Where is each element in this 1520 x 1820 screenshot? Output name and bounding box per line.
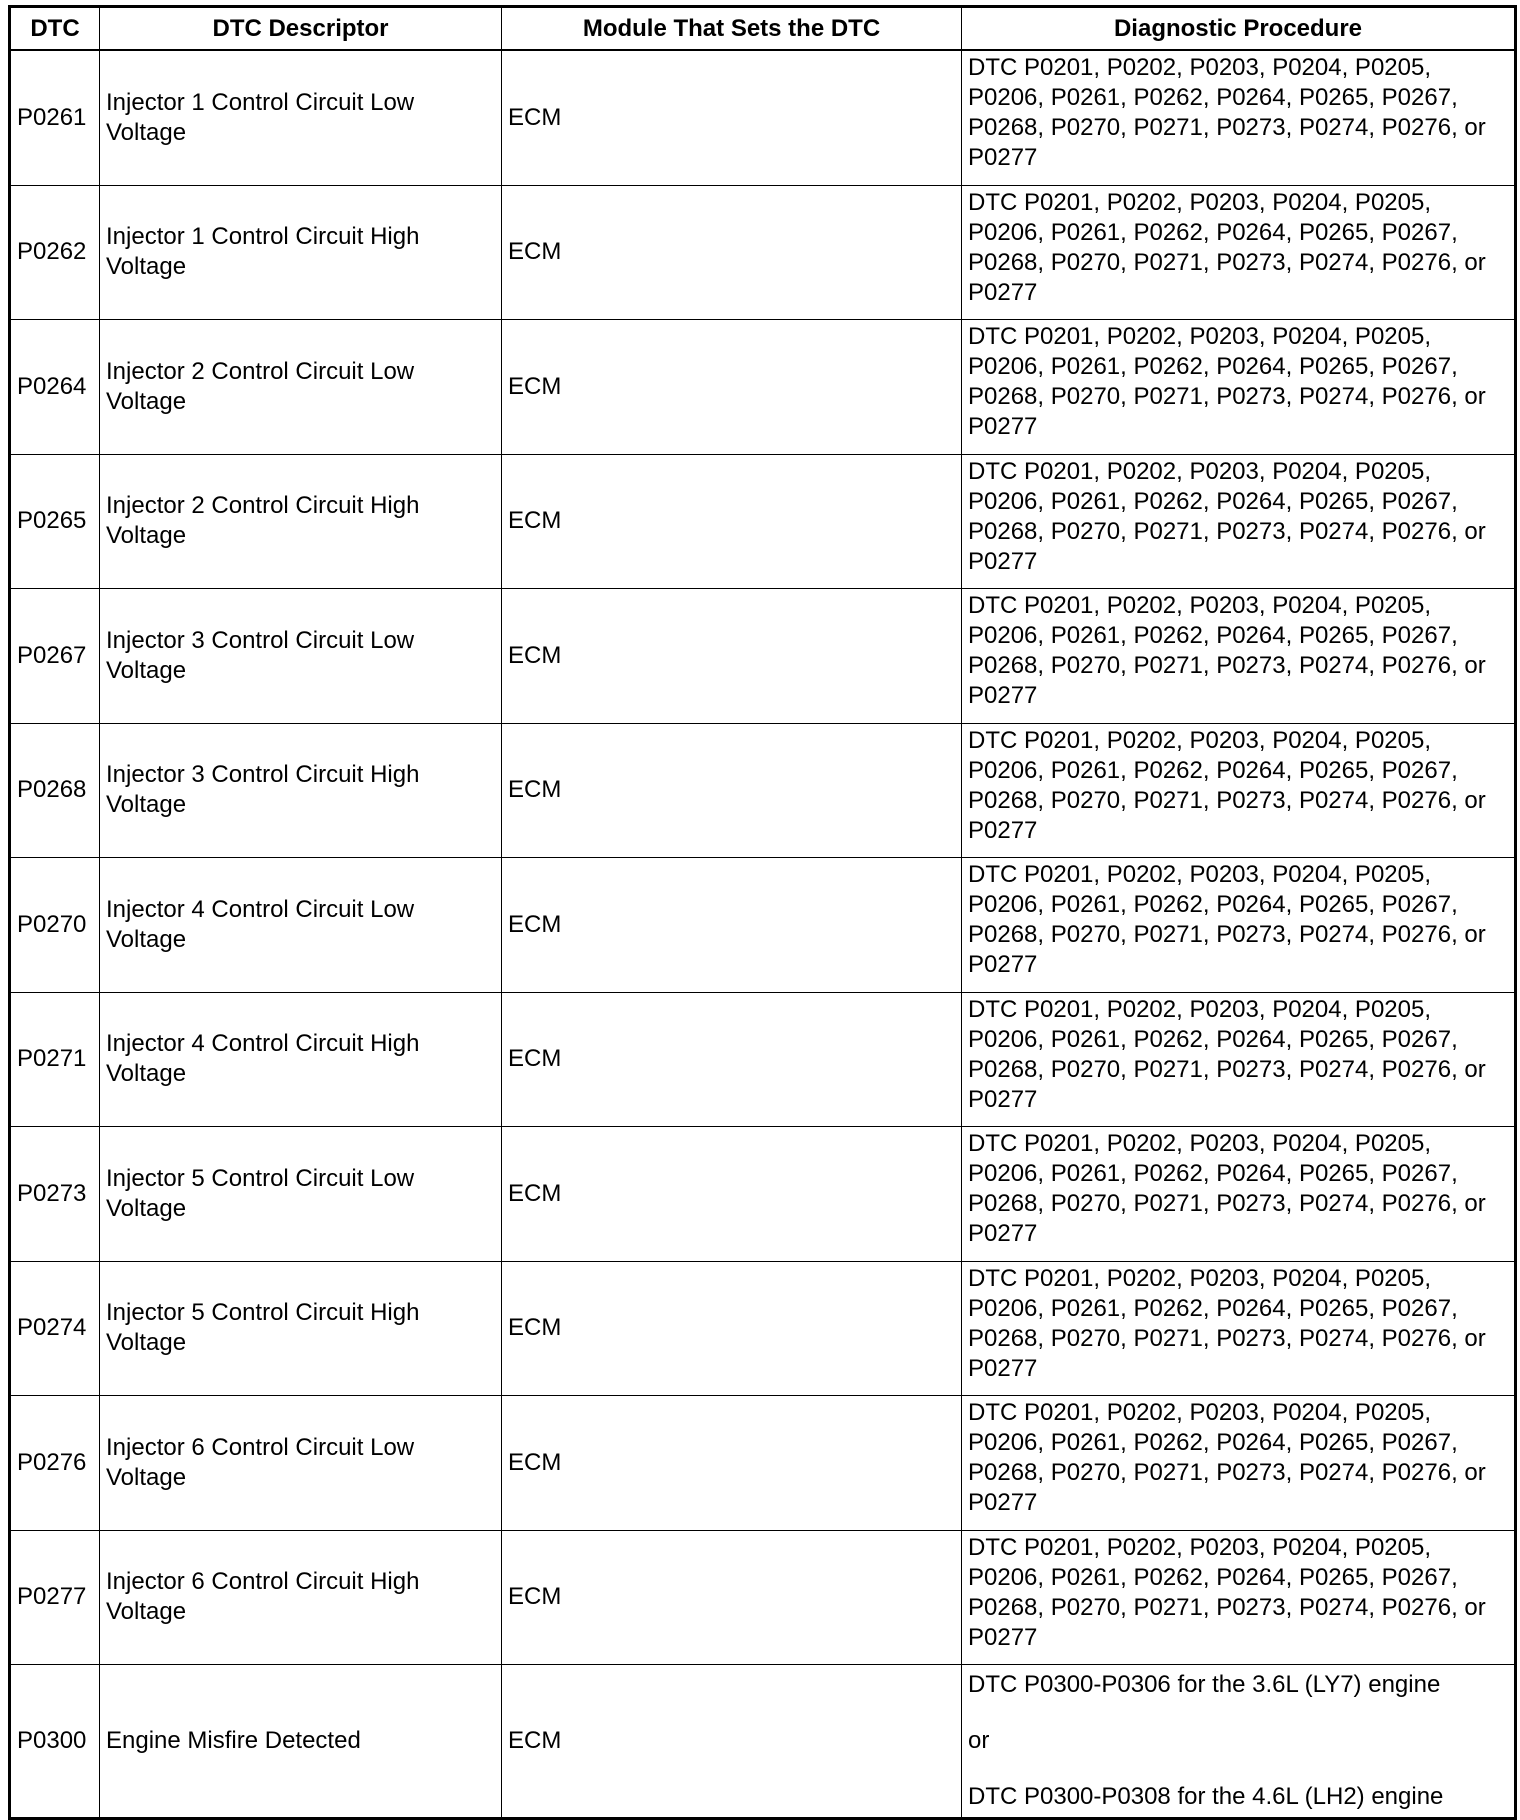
module-cell: ECM bbox=[502, 992, 962, 1127]
descriptor-line: Voltage bbox=[106, 1463, 187, 1491]
table-row bbox=[10, 454, 1516, 589]
header-procedure: Diagnostic Procedure bbox=[962, 7, 1516, 51]
dtc-code-cell: P0270 bbox=[10, 858, 100, 993]
descriptor-cell: Engine Misfire Detected bbox=[100, 1665, 502, 1819]
table-row bbox=[10, 1530, 1516, 1665]
module-cell: ECM bbox=[502, 1665, 962, 1819]
descriptor-cell bbox=[100, 185, 502, 320]
procedure-line: P0206, P0261, P0262, P0264, P0265, P0267, bbox=[968, 487, 1458, 515]
procedure-line: or bbox=[968, 1727, 990, 1754]
procedure-line: P0268, P0270, P0271, P0273, P0274, P0276, or bbox=[968, 1324, 1486, 1352]
descriptor-line: Voltage bbox=[106, 1329, 187, 1357]
table-row-p0300 bbox=[10, 1665, 1516, 1819]
procedure-line: P0206, P0261, P0262, P0264, P0265, P0267, bbox=[968, 622, 1458, 649]
table-row bbox=[10, 858, 1516, 993]
dtc-code-cell: P0274 bbox=[10, 1261, 100, 1396]
dtc-code-cell: P0267 bbox=[10, 589, 100, 724]
procedure-line: DTC P0201, P0202, P0203, P0204, P0205, bbox=[968, 1399, 1431, 1426]
descriptor-line: Injector 3 Control Circuit High bbox=[106, 761, 420, 789]
dtc-code-cell: P0273 bbox=[10, 1127, 100, 1262]
table-row bbox=[10, 1127, 1516, 1262]
descriptor-cell bbox=[100, 50, 502, 185]
descriptor-line: Voltage bbox=[106, 118, 187, 146]
dtc-code-cell: P0262 bbox=[10, 185, 100, 320]
descriptor-line: Voltage bbox=[106, 1060, 187, 1088]
procedure-line: P0268, P0270, P0271, P0273, P0274, P0276, or bbox=[968, 786, 1486, 814]
header-dtc: DTC bbox=[10, 7, 100, 51]
procedure-line: P0277 bbox=[968, 144, 1038, 171]
descriptor-line: Injector 1 Control Circuit High bbox=[106, 223, 420, 251]
procedure-line: P0277 bbox=[968, 1489, 1038, 1516]
dtc-code-cell: P0271 bbox=[10, 992, 100, 1127]
descriptor-cell bbox=[100, 1530, 502, 1665]
procedure-cell bbox=[962, 1127, 1516, 1262]
procedure-spacer bbox=[968, 1756, 1510, 1782]
procedure-line: P0206, P0261, P0262, P0264, P0265, P0267, bbox=[968, 1429, 1458, 1456]
procedure-line: P0277 bbox=[968, 413, 1038, 440]
dtc-code-cell: P0276 bbox=[10, 1396, 100, 1531]
procedure-cell bbox=[962, 589, 1516, 724]
descriptor-cell bbox=[100, 454, 502, 589]
descriptor-cell bbox=[100, 992, 502, 1127]
procedure-line: DTC P0201, P0202, P0203, P0204, P0205, bbox=[968, 592, 1431, 619]
procedure-line: P0268, P0270, P0271, P0273, P0274, P0276, or bbox=[968, 652, 1486, 679]
descriptor-cell bbox=[100, 858, 502, 993]
descriptor-line: Injector 2 Control Circuit High bbox=[106, 492, 420, 520]
procedure-line: P0268, P0270, P0271, P0273, P0274, P0276, or bbox=[968, 248, 1486, 276]
procedure-line: P0206, P0261, P0262, P0264, P0265, P0267, bbox=[968, 1160, 1458, 1187]
descriptor-line: Voltage bbox=[106, 387, 187, 415]
procedure-line: P0277 bbox=[968, 1623, 1038, 1651]
descriptor-line: Injector 5 Control Circuit High bbox=[106, 1299, 420, 1327]
module-cell: ECM bbox=[502, 1530, 962, 1665]
procedure-line: P0277 bbox=[968, 1354, 1038, 1382]
table-row bbox=[10, 1261, 1516, 1396]
procedure-line: DTC P0300-P0306 for the 3.6L (LY7) engine bbox=[968, 1671, 1441, 1698]
procedure-line: P0268, P0270, P0271, P0273, P0274, P0276, or bbox=[968, 114, 1486, 141]
table-row bbox=[10, 723, 1516, 858]
procedure-line: P0206, P0261, P0262, P0264, P0265, P0267, bbox=[968, 353, 1458, 380]
table-row bbox=[10, 992, 1516, 1127]
descriptor-line: Injector 6 Control Circuit High bbox=[106, 1568, 420, 1596]
descriptor-line: Voltage bbox=[106, 925, 187, 953]
procedure-spacer bbox=[968, 1700, 1510, 1726]
procedure-line: P0268, P0270, P0271, P0273, P0274, P0276, or bbox=[968, 1459, 1486, 1486]
table-row bbox=[10, 320, 1516, 455]
procedure-line: DTC P0201, P0202, P0203, P0204, P0205, bbox=[968, 726, 1431, 754]
table-row bbox=[10, 185, 1516, 320]
procedure-line: P0277 bbox=[968, 278, 1038, 306]
descriptor-line: Injector 2 Control Circuit Low bbox=[106, 357, 415, 385]
procedure-line: DTC P0201, P0202, P0203, P0204, P0205, bbox=[968, 1533, 1431, 1561]
procedure-cell bbox=[962, 723, 1516, 858]
procedure-line: DTC P0201, P0202, P0203, P0204, P0205, bbox=[968, 1264, 1431, 1292]
header-module: Module That Sets the DTC bbox=[502, 7, 962, 51]
descriptor-cell bbox=[100, 1127, 502, 1262]
module-cell: ECM bbox=[502, 589, 962, 724]
module-cell: ECM bbox=[502, 1127, 962, 1262]
module-cell: ECM bbox=[502, 50, 962, 185]
module-cell: ECM bbox=[502, 320, 962, 455]
procedure-line: DTC P0201, P0202, P0203, P0204, P0205, bbox=[968, 1130, 1431, 1157]
descriptor-cell bbox=[100, 1396, 502, 1531]
procedure-line: P0268, P0270, P0271, P0273, P0274, P0276, or bbox=[968, 383, 1486, 410]
dtc-code-cell: P0264 bbox=[10, 320, 100, 455]
descriptor-line: Voltage bbox=[106, 1194, 187, 1222]
procedure-line: P0206, P0261, P0262, P0264, P0265, P0267, bbox=[968, 84, 1458, 111]
procedure-line: P0268, P0270, P0271, P0273, P0274, P0276, or bbox=[968, 1593, 1486, 1621]
table-body bbox=[10, 50, 1516, 1819]
descriptor-line: Injector 4 Control Circuit High bbox=[106, 1030, 420, 1058]
procedure-line: P0206, P0261, P0262, P0264, P0265, P0267, bbox=[968, 1294, 1458, 1322]
procedure-line: P0206, P0261, P0262, P0264, P0265, P0267, bbox=[968, 1025, 1458, 1053]
descriptor-line: Injector 3 Control Circuit Low bbox=[106, 626, 415, 654]
module-cell: ECM bbox=[502, 858, 962, 993]
procedure-line: P0206, P0261, P0262, P0264, P0265, P0267, bbox=[968, 218, 1458, 246]
header-descriptor: DTC Descriptor bbox=[100, 7, 502, 51]
procedure-line: DTC P0201, P0202, P0203, P0204, P0205, bbox=[968, 188, 1431, 216]
module-cell: ECM bbox=[502, 1261, 962, 1396]
procedure-line: P0277 bbox=[968, 682, 1038, 709]
procedure-cell bbox=[962, 50, 1516, 185]
table-row bbox=[10, 50, 1516, 185]
descriptor-line: Injector 4 Control Circuit Low bbox=[106, 895, 415, 923]
module-cell: ECM bbox=[502, 1396, 962, 1531]
procedure-line: P0277 bbox=[968, 816, 1038, 844]
dtc-code-cell: P0265 bbox=[10, 454, 100, 589]
module-cell: ECM bbox=[502, 185, 962, 320]
procedure-cell bbox=[962, 1261, 1516, 1396]
dtc-code-cell: P0300 bbox=[10, 1665, 100, 1819]
procedure-cell bbox=[962, 992, 1516, 1127]
procedure-cell bbox=[962, 454, 1516, 589]
dtc-table bbox=[8, 5, 1517, 1820]
procedure-line: P0277 bbox=[968, 1085, 1038, 1113]
procedure-line: DTC P0201, P0202, P0203, P0204, P0205, bbox=[968, 323, 1431, 350]
procedure-line: DTC P0201, P0202, P0203, P0204, P0205, bbox=[968, 861, 1431, 888]
descriptor-cell bbox=[100, 320, 502, 455]
procedure-line: P0268, P0270, P0271, P0273, P0274, P0276, or bbox=[968, 517, 1486, 545]
descriptor-line: Voltage bbox=[106, 791, 187, 819]
procedure-line: P0206, P0261, P0262, P0264, P0265, P0267, bbox=[968, 1563, 1458, 1591]
descriptor-line: Injector 5 Control Circuit Low bbox=[106, 1164, 415, 1192]
module-cell: ECM bbox=[502, 454, 962, 589]
procedure-line: P0206, P0261, P0262, P0264, P0265, P0267, bbox=[968, 756, 1458, 784]
dtc-code-cell: P0277 bbox=[10, 1530, 100, 1665]
descriptor-cell bbox=[100, 723, 502, 858]
descriptor-line: Voltage bbox=[106, 656, 187, 684]
procedure-line: P0206, P0261, P0262, P0264, P0265, P0267, bbox=[968, 891, 1458, 918]
procedure-line: P0277 bbox=[968, 547, 1038, 575]
procedure-cell bbox=[962, 858, 1516, 993]
descriptor-line: Injector 1 Control Circuit Low bbox=[106, 88, 415, 116]
procedure-cell bbox=[962, 1665, 1516, 1819]
procedure-line: P0277 bbox=[968, 951, 1038, 978]
dtc-code-cell: P0268 bbox=[10, 723, 100, 858]
descriptor-line: Voltage bbox=[106, 253, 187, 281]
descriptor-line: Voltage bbox=[106, 1598, 187, 1626]
procedure-cell bbox=[962, 1530, 1516, 1665]
procedure-line: DTC P0201, P0202, P0203, P0204, P0205, bbox=[968, 54, 1431, 81]
procedure-line: P0268, P0270, P0271, P0273, P0274, P0276, or bbox=[968, 1055, 1486, 1083]
module-cell: ECM bbox=[502, 723, 962, 858]
header-row bbox=[10, 7, 1516, 51]
procedure-line: DTC P0201, P0202, P0203, P0204, P0205, bbox=[968, 995, 1431, 1023]
procedure-cell bbox=[962, 185, 1516, 320]
procedure-line: P0268, P0270, P0271, P0273, P0274, P0276, or bbox=[968, 1190, 1486, 1217]
procedure-line: P0268, P0270, P0271, P0273, P0274, P0276, or bbox=[968, 921, 1486, 948]
procedure-line: DTC P0300-P0308 for the 4.6L (LH2) engine bbox=[968, 1783, 1444, 1810]
procedure-line: DTC P0201, P0202, P0203, P0204, P0205, bbox=[968, 457, 1431, 485]
descriptor-line: Injector 6 Control Circuit Low bbox=[106, 1433, 415, 1461]
table-row bbox=[10, 1396, 1516, 1531]
procedure-cell bbox=[962, 320, 1516, 455]
procedure-cell bbox=[962, 1396, 1516, 1531]
descriptor-cell bbox=[100, 589, 502, 724]
descriptor-cell bbox=[100, 1261, 502, 1396]
table-row bbox=[10, 589, 1516, 724]
procedure-line: P0277 bbox=[968, 1220, 1038, 1247]
descriptor-line: Voltage bbox=[106, 522, 187, 550]
dtc-code-cell: P0261 bbox=[10, 50, 100, 185]
